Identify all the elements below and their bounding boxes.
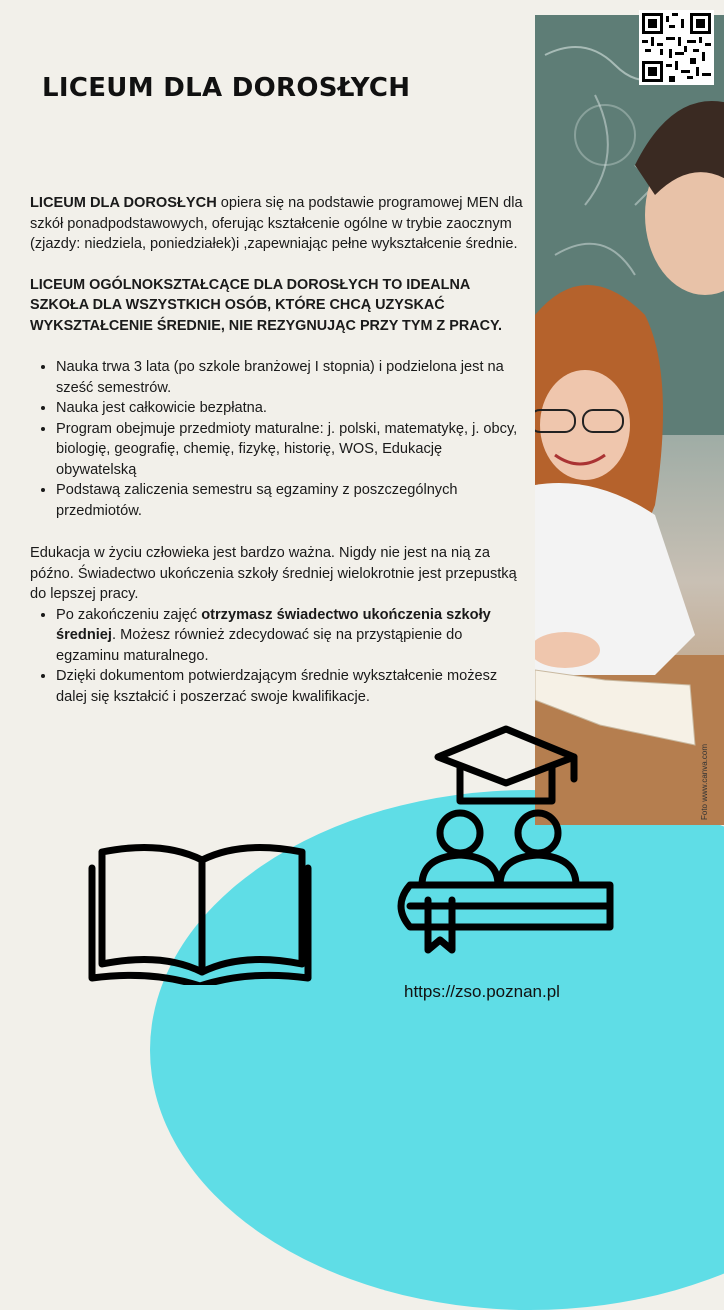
- list-item: • Podstawą zaliczenia semestru są egzaminy z poszczególnych przedmiotów.: [56, 480, 525, 521]
- list-item: • Nauka jest całkowicie bezpłatna.: [56, 398, 525, 419]
- list-item: • Dzięki dokumentom potwierdzającym średnie wykształcenie możesz dalej się kształcić i poszerzać swoje kwalifikacje.: [56, 666, 525, 707]
- list-item: • Nauka trwa 3 lata (po szkole branżowej I stopnia) i podzielona jest na sześć semestrów.: [56, 357, 525, 398]
- page-title: LICEUM DLA DOROSŁYCH: [42, 73, 411, 103]
- benefits-list: [30, 605, 525, 708]
- benefit-text: Po zakończeniu zajęć: [56, 606, 202, 623]
- website-link[interactable]: https://zso.poznan.pl: [404, 982, 560, 1001]
- education-paragraph: Edukacja w życiu człowieka jest bardzo ważna. Nigdy nie jest na nią za późno. Świadectwo ukończenia szkoły średniej wielokrotnie jest przepustką do lepszej pracy.: [30, 545, 517, 602]
- intro-bold: LICEUM DLA DOROSŁYCH: [30, 195, 217, 211]
- main-content: [30, 193, 525, 707]
- photo-credit: Foto www.canva.com: [700, 743, 709, 820]
- open-book-icon: [84, 840, 324, 990]
- list-item: • Program obejmuje przedmioty maturalne: j. polski, matematykę, j. obcy, biologię, geografię, chemię, fizykę, historię, WOS, Edukację obywatelską: [56, 419, 525, 481]
- list-item: [56, 605, 525, 667]
- benefit-bold: otrzymasz świadectwo ukończenia szkoły średniej: [56, 606, 491, 643]
- qr-code[interactable]: [639, 10, 714, 85]
- intro-paragraph: [30, 193, 525, 255]
- graduation-students-icon: [388, 725, 620, 960]
- intro-text: opiera się na podstawie programowej MEN dla szkół ponadpodstawowych, oferując kształcenie ogólne w trybie zaocznym (zjazdy: niedziela, poniedziałek)i ,zapewniając pełne wykształcenie średnie.: [30, 195, 523, 252]
- benefit-text: . Możesz również zdecydować się na przystąpienie do egzaminu maturalnego.: [56, 627, 463, 664]
- headline: LICEUM OGÓLNOKSZTAŁCĄCE DLA DOROSŁYCH TO IDEALNA SZKOŁA DLA WSZYSTKICH OSÓB, KTÓRE CHCĄ UZYSKAĆ WYKSZTAŁCENIE ŚREDNIE, NIE REZYGNUJĄC PRZY TYM Z PRACY.: [30, 276, 503, 334]
- facts-list: [30, 357, 525, 521]
- students-photo: [535, 15, 724, 825]
